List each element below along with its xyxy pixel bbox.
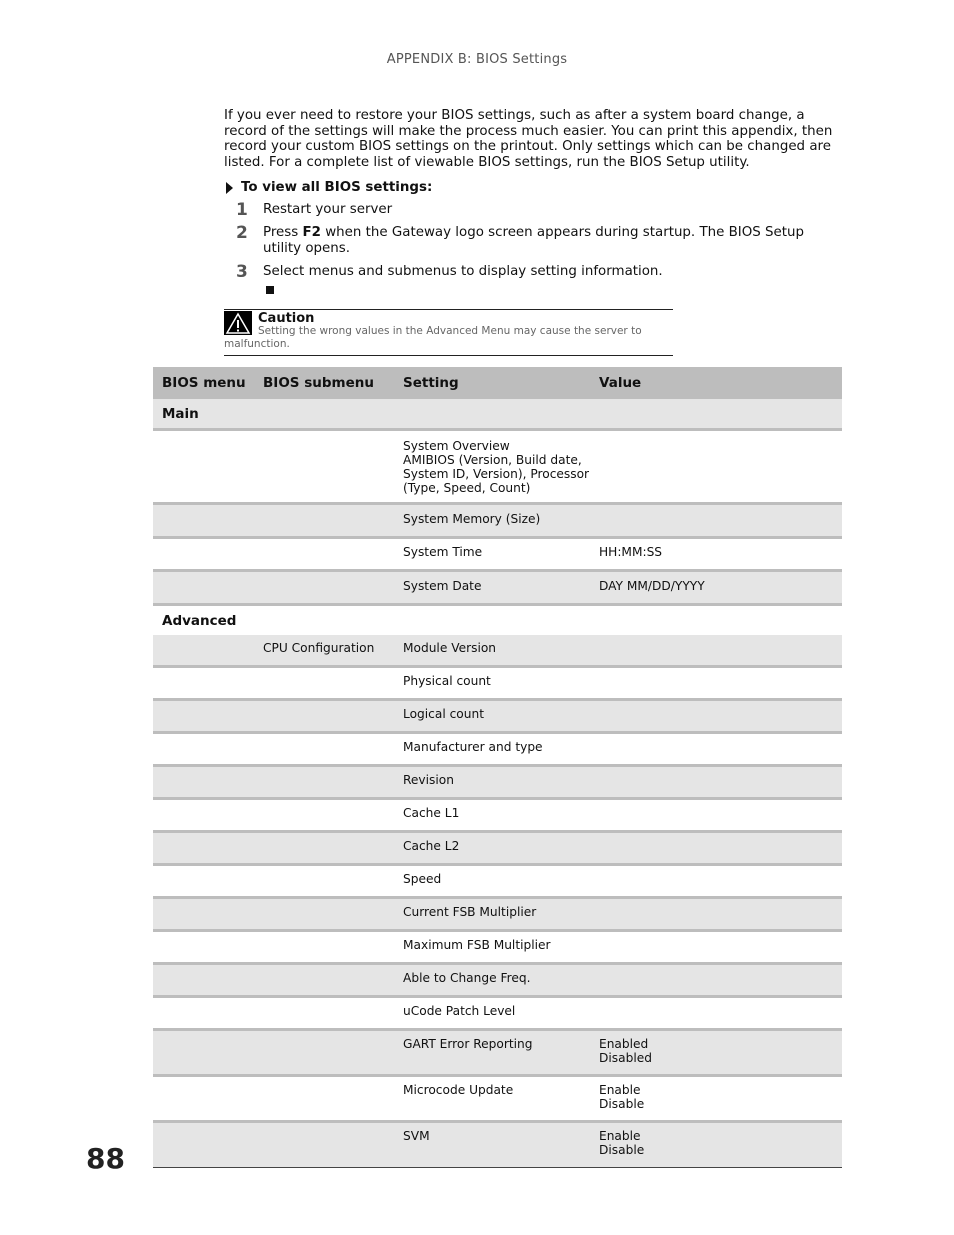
cell-menu	[153, 931, 254, 964]
table-row	[153, 766, 842, 799]
cell-menu	[153, 1122, 254, 1168]
table-row	[153, 1030, 842, 1076]
table-row	[153, 931, 842, 964]
step-text: Select menus and submenus to display setting information.	[263, 264, 663, 279]
intro-paragraph: If you ever need to restore your BIOS settings, such as after a system board change, a record of the settings will make the process much easier. You can print this appendix, then record your custom BIOS settings on the printout. Only settings which can be changed are listed. For a complete list of viewable BIOS settings, run the BIOS Setup utility.	[224, 108, 833, 171]
cell-submenu	[254, 832, 394, 865]
cell-menu	[153, 635, 254, 667]
cell-setting: Cache L2	[394, 832, 590, 865]
cell-setting: Speed	[394, 865, 590, 898]
cell-submenu	[254, 865, 394, 898]
cell-submenu	[254, 1122, 394, 1168]
step-1	[236, 202, 836, 218]
caution-box	[224, 309, 673, 356]
cell-value	[590, 635, 842, 667]
cell-setting: Module Version	[394, 635, 590, 667]
cell-submenu	[254, 571, 394, 605]
cell-menu	[153, 667, 254, 700]
cell-setting: System Time	[394, 538, 590, 571]
cell-submenu	[254, 898, 394, 931]
cell-setting: SVM	[394, 1122, 590, 1168]
table-row	[153, 799, 842, 832]
cell-setting: Able to Change Freq.	[394, 964, 590, 997]
table-row	[153, 667, 842, 700]
caution-body: Setting the wrong values in the Advanced Menu may cause the server to malfunction.	[224, 325, 642, 350]
cell-value: HH:MM:SS	[590, 538, 842, 571]
caution-title: Caution	[258, 311, 315, 326]
cell-submenu	[254, 538, 394, 571]
cell-value: Enable Disable	[590, 1122, 842, 1168]
cell-setting: Maximum FSB Multiplier	[394, 931, 590, 964]
cell-setting: Revision	[394, 766, 590, 799]
end-square-icon	[266, 286, 274, 294]
cell-value: DAY MM/DD/YYYY	[590, 571, 842, 605]
cell-setting: uCode Patch Level	[394, 997, 590, 1030]
cell-value	[590, 504, 842, 538]
cell-submenu	[254, 504, 394, 538]
page-header: APPENDIX B: BIOS Settings	[386, 52, 568, 67]
cell-submenu	[254, 667, 394, 700]
triangle-right-icon	[226, 182, 233, 194]
cell-menu	[153, 571, 254, 605]
procedure-title-text: To view all BIOS settings:	[241, 180, 433, 195]
cell-submenu	[254, 1030, 394, 1076]
column-header: Setting	[394, 367, 590, 399]
cell-value	[590, 898, 842, 931]
cell-value	[590, 832, 842, 865]
cell-setting: Microcode Update	[394, 1076, 590, 1122]
procedure-title	[224, 180, 432, 195]
cell-value	[590, 865, 842, 898]
cell-menu	[153, 799, 254, 832]
table-row	[153, 865, 842, 898]
section-label: Main	[153, 399, 842, 430]
cell-submenu	[254, 931, 394, 964]
table-section-row	[153, 399, 842, 430]
cell-value	[590, 964, 842, 997]
cell-value	[590, 799, 842, 832]
cell-menu	[153, 733, 254, 766]
table-row	[153, 571, 842, 605]
table-row	[153, 898, 842, 931]
cell-value	[590, 766, 842, 799]
step-2	[236, 225, 836, 257]
cell-menu	[153, 898, 254, 931]
table-header-row	[153, 367, 842, 399]
cell-menu	[153, 964, 254, 997]
column-header: BIOS menu	[153, 367, 254, 399]
cell-value	[590, 667, 842, 700]
cell-setting: Physical count	[394, 667, 590, 700]
table-section-row	[153, 605, 842, 636]
cell-setting: System Date	[394, 571, 590, 605]
cell-menu	[153, 1076, 254, 1122]
table-row	[153, 538, 842, 571]
step-text: Press F2 when the Gateway logo screen appears during startup. The BIOS Setup utility opens.	[263, 225, 805, 256]
table-row	[153, 700, 842, 733]
cell-menu	[153, 504, 254, 538]
step-number: 1	[236, 200, 248, 220]
cell-menu	[153, 538, 254, 571]
cell-submenu	[254, 1076, 394, 1122]
cell-submenu	[254, 997, 394, 1030]
cell-value	[590, 931, 842, 964]
page-number: 88	[86, 1142, 125, 1175]
bios-settings-table	[153, 367, 842, 1168]
cell-submenu	[254, 700, 394, 733]
cell-menu	[153, 832, 254, 865]
cell-setting: System Memory (Size)	[394, 504, 590, 538]
cell-menu	[153, 997, 254, 1030]
cell-value: Enable Disable	[590, 1076, 842, 1122]
cell-setting: GART Error Reporting	[394, 1030, 590, 1076]
column-header: BIOS submenu	[254, 367, 394, 399]
cell-submenu	[254, 964, 394, 997]
table-row	[153, 635, 842, 667]
column-header: Value	[590, 367, 842, 399]
key-f2: F2	[302, 225, 321, 240]
cell-menu	[153, 430, 254, 504]
table-row	[153, 504, 842, 538]
cell-menu	[153, 1030, 254, 1076]
cell-setting: Manufacturer and type	[394, 733, 590, 766]
table-row	[153, 733, 842, 766]
cell-menu	[153, 766, 254, 799]
cell-menu	[153, 865, 254, 898]
cell-setting: System Overview AMIBIOS (Version, Build date, System ID, Version), Processor (Type, Speed, Count)	[394, 430, 590, 504]
cell-setting: Logical count	[394, 700, 590, 733]
cell-value	[590, 430, 842, 504]
cell-submenu	[254, 799, 394, 832]
step-3	[236, 264, 836, 280]
cell-submenu	[254, 733, 394, 766]
table-row	[153, 964, 842, 997]
cell-submenu	[254, 766, 394, 799]
cell-value: Enabled Disabled	[590, 1030, 842, 1076]
cell-menu	[153, 700, 254, 733]
step-text: Restart your server	[263, 202, 393, 217]
table-row	[153, 832, 842, 865]
table-row	[153, 997, 842, 1030]
cell-submenu: CPU Configuration	[254, 635, 394, 667]
cell-setting: Current FSB Multiplier	[394, 898, 590, 931]
table-row	[153, 1122, 842, 1168]
cell-value	[590, 997, 842, 1030]
step-number: 3	[236, 262, 248, 282]
table-row	[153, 430, 842, 504]
cell-setting: Cache L1	[394, 799, 590, 832]
table-row	[153, 1076, 842, 1122]
cell-value	[590, 733, 842, 766]
cell-value	[590, 700, 842, 733]
step-number: 2	[236, 223, 248, 243]
cell-submenu	[254, 430, 394, 504]
section-label: Advanced	[162, 612, 237, 629]
